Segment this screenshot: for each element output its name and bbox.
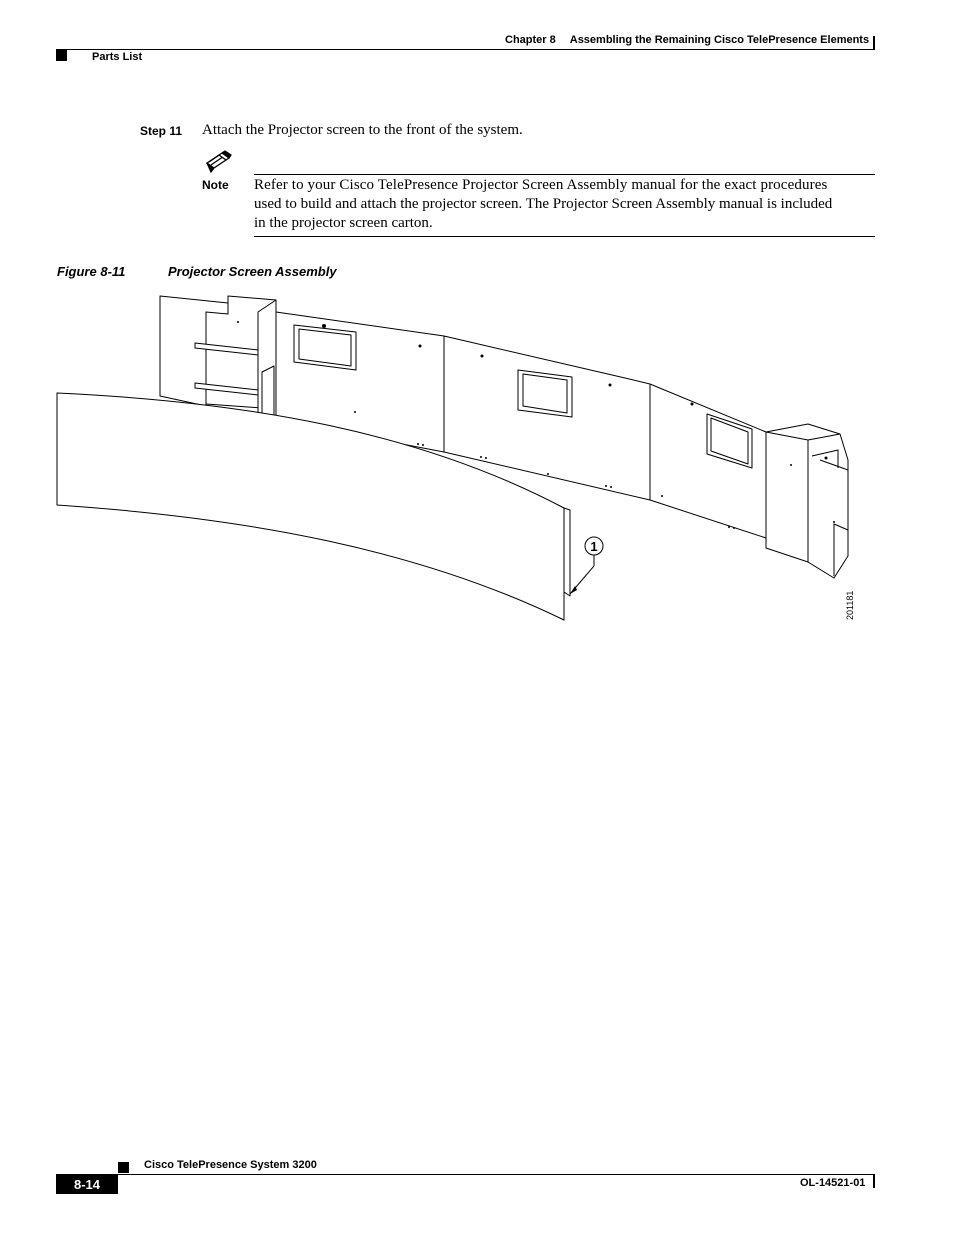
note-top-rule (254, 174, 875, 175)
step-text: Attach the Projector screen to the front of the system. (202, 122, 523, 138)
chapter-title: Assembling the Remaining Cisco TelePresence Elements (569, 34, 870, 46)
page-number: 8-14 (56, 1175, 118, 1194)
footer-edge-mark (873, 1175, 875, 1188)
right-cabinet (766, 424, 848, 578)
chapter-label: Chapter 8 (505, 34, 556, 46)
note-line: Refer to your Cisco TelePresence Projector Screen Assembly manual for the exact procedures (254, 177, 828, 193)
figure-callout-1: 1 (590, 539, 598, 554)
document-number: OL-14521-01 (800, 1177, 866, 1189)
note-label: Note (202, 178, 229, 192)
footer-rule (56, 1174, 875, 1175)
pencil-note-icon (204, 150, 232, 174)
projector-screen-assembly-illustration (50, 290, 870, 630)
running-header-chapter (505, 34, 869, 46)
note-line: used to build and attach the projector screen. The Projector Screen Assembly manual is included (254, 196, 833, 212)
footer-square-marker (118, 1162, 129, 1173)
step-label: Step 11 (140, 124, 183, 138)
figure-number: Figure 8-11 (57, 264, 126, 279)
figure-title: Projector Screen Assembly (168, 264, 337, 279)
header-square-marker (56, 50, 67, 61)
note-text (254, 176, 875, 233)
header-rule (56, 49, 875, 50)
figure-art-id: 201181 (845, 590, 855, 620)
note-line: in the projector screen carton. (254, 215, 433, 231)
footer-product-title: Cisco TelePresence System 3200 (144, 1159, 317, 1171)
running-header-section: Parts List (92, 51, 143, 63)
note-bottom-rule (254, 236, 875, 237)
header-edge-mark (873, 36, 875, 50)
